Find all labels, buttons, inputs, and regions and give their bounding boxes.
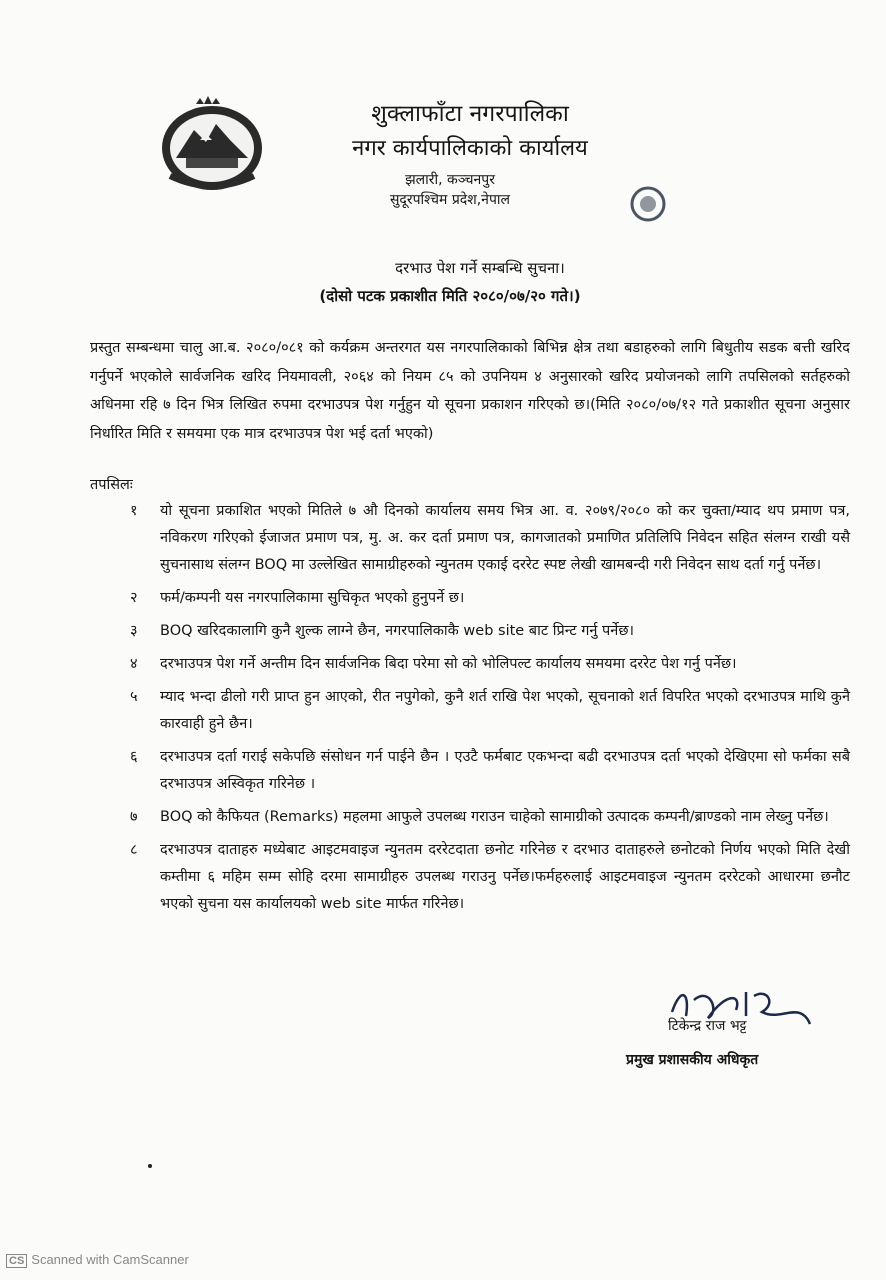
signatory-title: प्रमुख प्रशासकीय अधिकृत [626,1052,759,1068]
item-text: म्याद भन्दा ढीलो गरी प्राप्त हुन आएको, रीत नपुगेको, कुनै शर्त राखि पेश भएको, सूचनाको शर्त विपरित भएको दरभाउपत्र माथि कुनै कारवाही हुने छैन। [160,689,850,732]
item-number: ५ [130,689,138,705]
list-item [130,684,850,738]
list-item [130,651,850,678]
list-item [130,498,850,579]
details-label: तपसिलः [90,477,133,493]
item-number: ३ [130,623,138,639]
conditions-list [130,498,850,924]
stray-mark [148,1164,152,1168]
list-item [130,804,850,831]
camscanner-logo-icon: CS [6,1254,27,1268]
item-text: दरभाउपत्र दर्ता गराई सकेपछि संसोधन गर्न पाईने छैन । एउटै फर्मबाट एकभन्दा बढी दरभाउपत्र दर्ता भएको देखिएमा सो फर्मका सबै दरभाउपत्र अस्विकृत गरिनेछ । [160,749,850,792]
nepal-emblem-logo [156,96,268,196]
item-number: २ [130,590,138,606]
signatory-name: टिकेन्द्र राज भट्ट [668,1018,747,1034]
list-item [130,837,850,918]
item-number: ४ [130,656,138,672]
item-text: BOQ को कैफियत (Remarks) महलमा आफुले उपलब्ध गराउन चाहेको सामाग्रीको उत्पादक कम्पनी/ब्राण्डको नाम लेख्नु पर्नेछ। [160,809,829,825]
office-name: शुक्लाफाँटा नगरपालिका [371,101,569,127]
item-text: यो सूचना प्रकाशित भएको मितिले ७ औ दिनको कार्यालय समय भित्र आ. व. २०७९/२०८० को कर चुक्ता/म्याद थप प्रमाण पत्र, नविकरण गरिएको ईजाजत प्रमाण पत्र, मु. अ. कर दर्ता प्रमाण पत्र, कागजातको प्रमाणित प्रतिलिपि निवेदन सहित संलग्न राखी यसै सुचनासाथ संलग्न BOQ मा उल्लेखित सामाग्रीहरुको न्युनतम एकाई दररेट स्पष्ट लेखी खामबन्दी गरी निवेदन साथ दर्ता गर्नु पर्नेछ। [160,503,850,573]
list-item [130,744,850,798]
notice-title: दरभाउ पेश गर्ने सम्बन्धि सुचना। [395,259,565,277]
scanner-text: Scanned with CamScanner [31,1252,189,1267]
item-text: दरभाउपत्र पेश गर्ने अन्तीम दिन सार्वजनिक बिदा परेमा सो को भोलिपल्ट कार्यालय समयमा दररेट पेश गर्नु पर्नेछ। [160,656,737,672]
item-number: ८ [130,842,138,858]
item-number: ७ [130,809,138,825]
item-number: १ [130,503,138,519]
office-address: झलारी, कञ्चनपुर [405,172,495,188]
scanner-footer [6,1252,189,1268]
notice-subtitle: (दोसो पटक प्रकाशीत मिति २०८०/०७/२० गते।) [319,287,581,305]
list-item [130,585,850,612]
item-text: फर्म/कम्पनी यस नगरपालिकामा सुचिकृत भएको हुनुपर्ने छ। [160,590,465,606]
item-text: दरभाउपत्र दाताहरु मध्येबाट आइटमवाइज न्युनतम दररेटदाता छनोट गरिनेछ र दरभाउ दाताहरुले छनोटको निर्णय भएको मिति देखी कम्तीमा ६ महिम सम्म सोहि दरमा सामाग्रीहरु उपलब्ध गराउनु पर्नेछ।फर्महरुलाई आइटमवाइज न्युनतम दररेटको आधारमा छनौट भएको सुचना यस कार्यालयको web site मार्फत गरिनेछ। [160,842,850,912]
list-item [130,618,850,645]
intro-paragraph: प्रस्तुत सम्बन्धमा चालु आ.ब. २०८०/०८१ को कर्यक्रम अन्तरगत यस नगरपालिकाको बिभिन्न क्षेत्र तथा बडाहरुको लागि बिधुतीय सडक बत्ती खरिद गर्नुपर्ने भएकोले सार्वजनिक खरिद नियमावली, २०६४ को नियम ८५ को उपनियम ४ अनुसारको खरिद प्रयोजनको लागि तपसिलको सर्तहरुको अधिनमा रहि ७ दिन भित्र लिखित रुपमा दरभाउपत्र पेश गर्नुहुन यो सूचना प्रकाशन गरिएको छ।(मिति २०८०/०७/१२ गते प्रकाशीत सूचना अनुसार निर्धारित मिति र समयमा एक मात्र दरभाउपत्र पेश भई दर्ता भएको) [90,340,850,442]
office-department: नगर कार्यपालिकाको कार्यालय [352,136,588,161]
item-text: BOQ खरिदकालागि कुनै शुल्क लाग्ने छैन, नगरपालिकाकै web site बाट प्रिन्ट गर्नु पर्नेछ। [160,623,635,639]
item-number: ६ [130,749,138,765]
office-province: सुदूरपश्चिम प्रदेश,नेपाल [389,192,511,208]
